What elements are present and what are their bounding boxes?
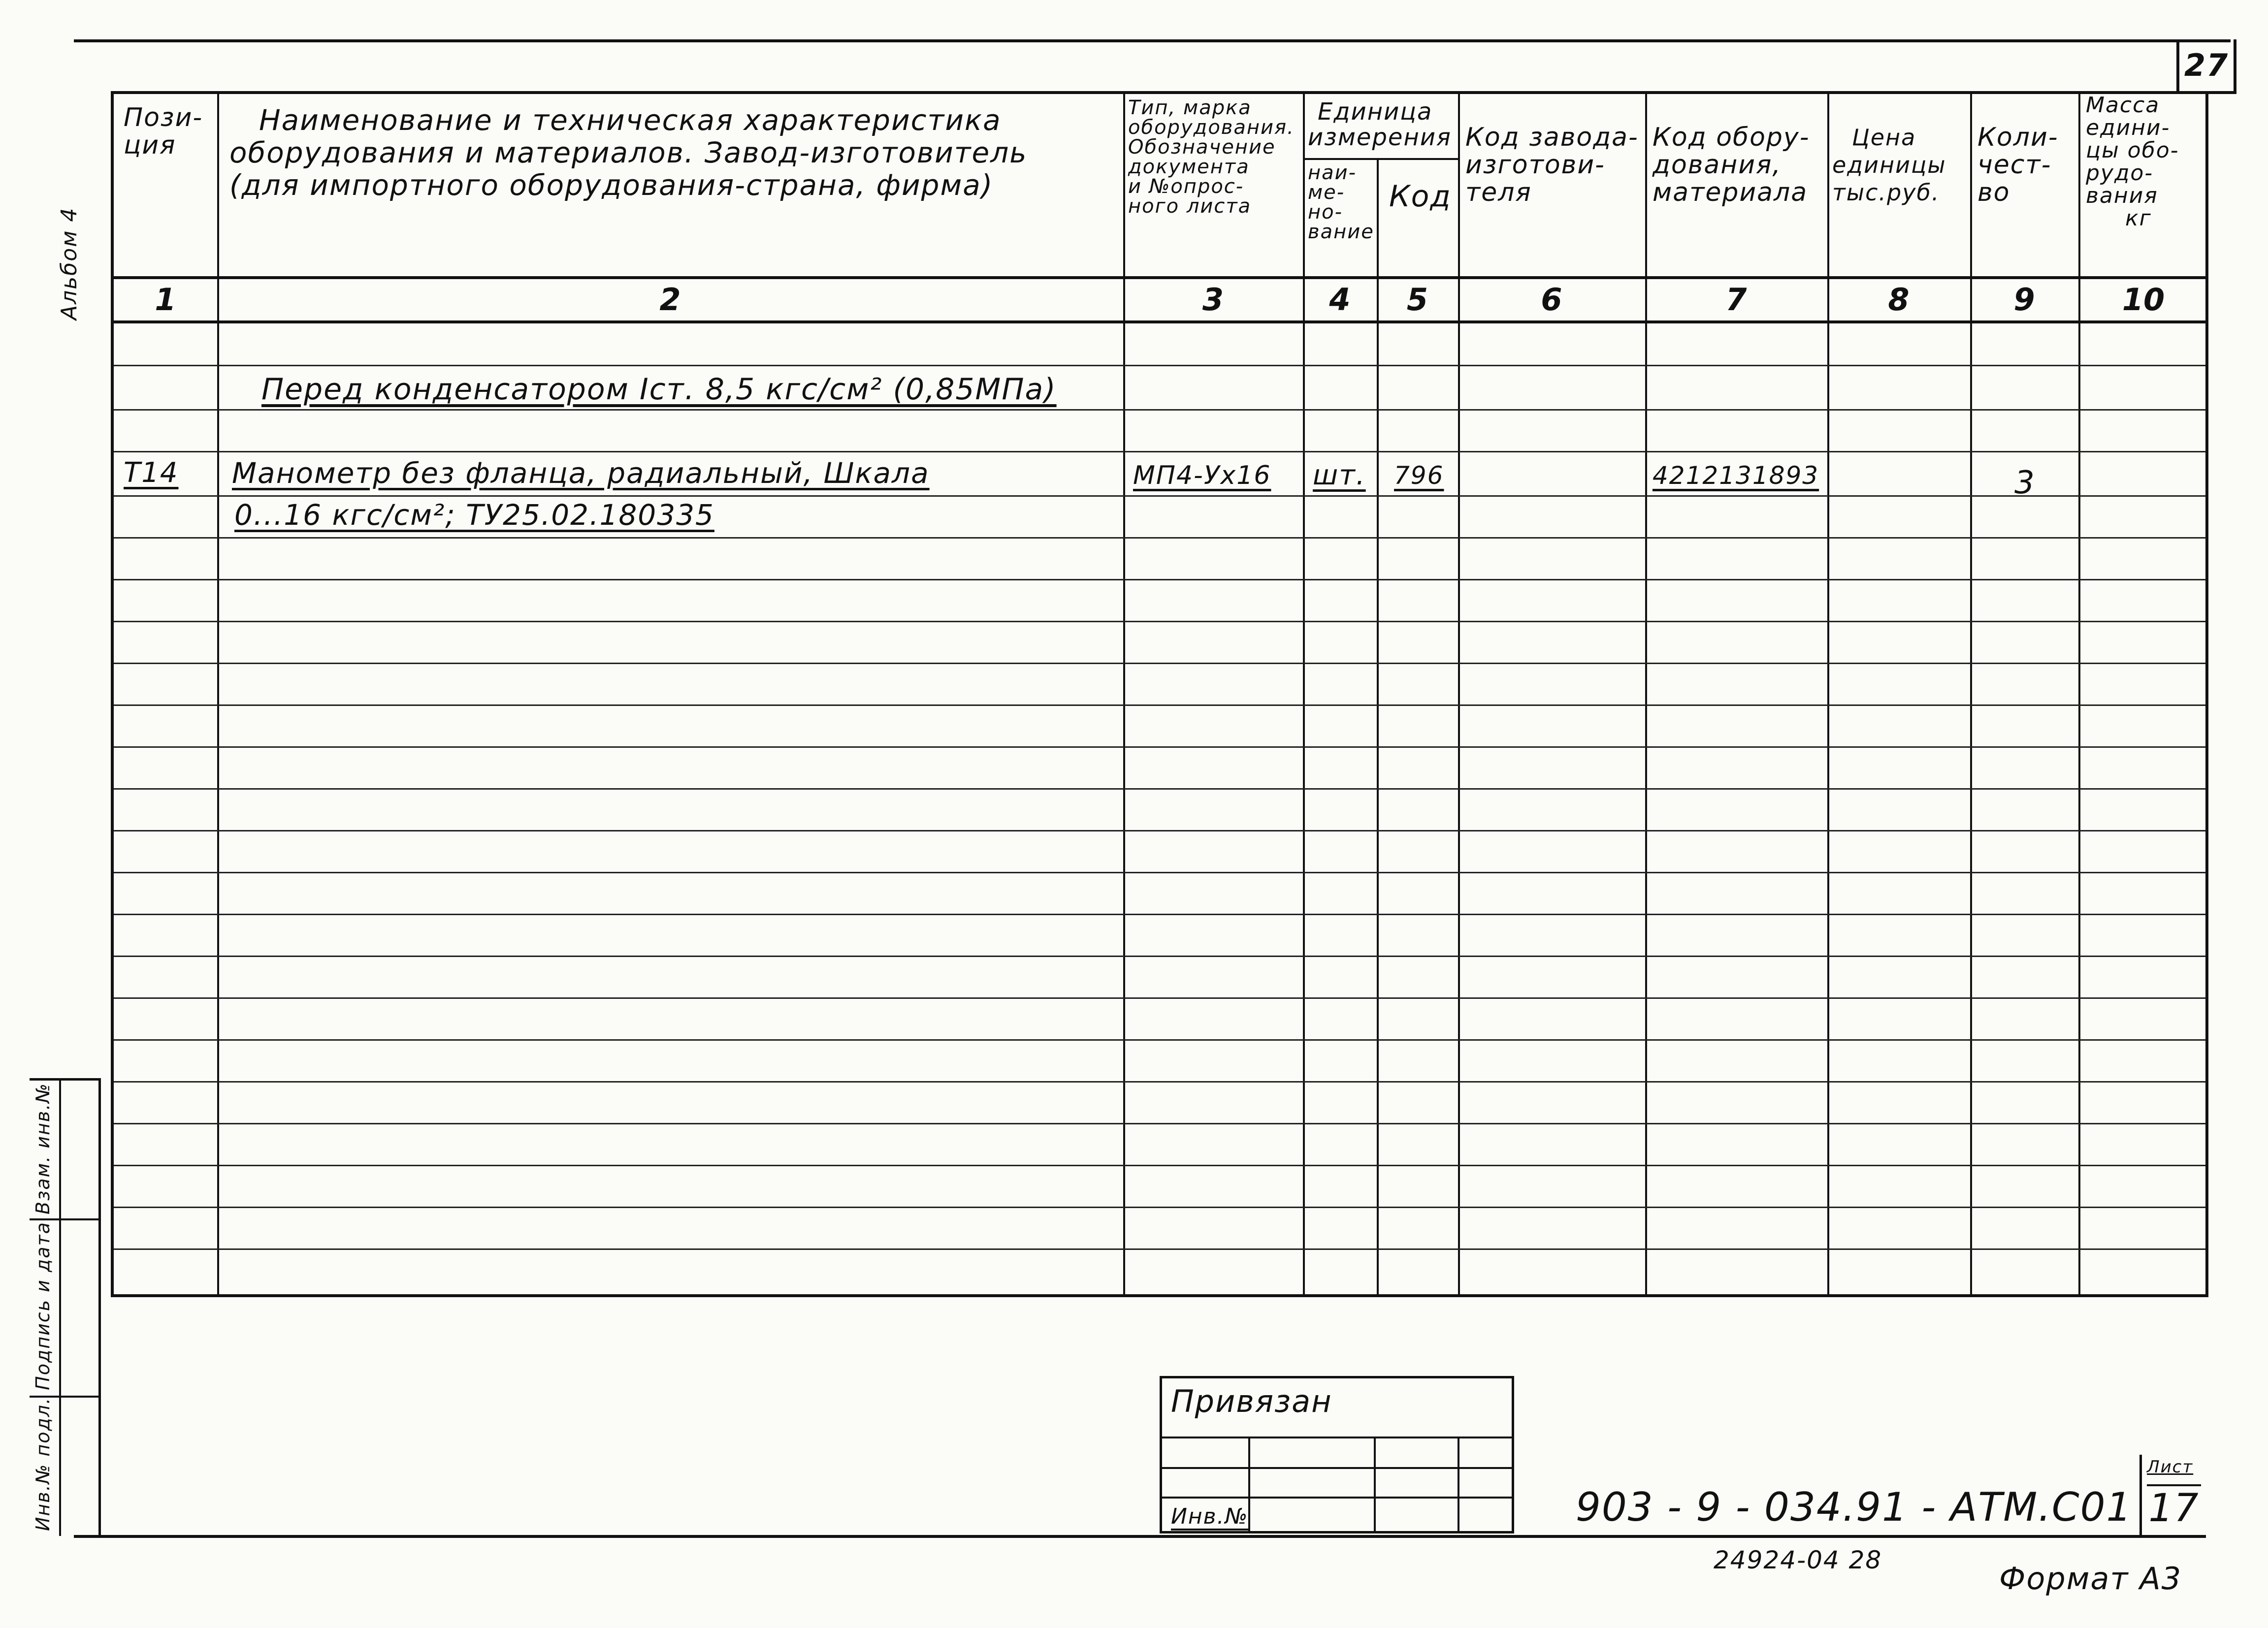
row-line (114, 704, 2205, 706)
margin-divider (59, 1081, 61, 1536)
row-line (114, 495, 2205, 497)
column-number: 10 (2122, 282, 2165, 318)
column-number: 6 (1541, 282, 1562, 318)
row-position: Т14 (124, 457, 179, 489)
top-border-line (74, 39, 2231, 42)
margin-album-label: Альбом 4 (57, 207, 82, 320)
col-divider (1123, 94, 1125, 1294)
column-number: 9 (2013, 282, 2035, 318)
specification-table (111, 91, 2208, 1297)
header-equipment-code: Код обору- дования, материала (1652, 123, 1810, 207)
row-equipment-code: 4212131893 (1652, 461, 1819, 490)
row-line (114, 1165, 2205, 1166)
header-unit-group: Единица измерения (1308, 98, 1452, 151)
column-number: 7 (1725, 282, 1747, 318)
row-unit-name: шт. (1313, 459, 1366, 491)
column-number: 5 (1406, 282, 1428, 318)
row-line (114, 1081, 2205, 1083)
row-line (114, 1248, 2205, 1250)
column-number: 3 (1202, 282, 1224, 318)
row-line (114, 451, 2205, 452)
stamp-line (1248, 1436, 1250, 1531)
column-number: 8 (1888, 282, 1910, 318)
header-mass: Масса едини- цы обо- рудо- вания кг (2086, 93, 2179, 231)
document-number: 903 - 9 - 034.91 - АТМ.С01 (1576, 1484, 2133, 1530)
header-name: Наименование и техническая характеристика оборудования и материалов. Завод-изготовитель (для импортного оборудования-страна, фирма) (229, 103, 1028, 202)
header-type-mark: Тип, марка оборудования. Обозначение документа и №опрос- ного листа (1128, 96, 1295, 218)
row-type-mark: МП4-Ух16 (1133, 461, 1271, 490)
column-number: 1 (155, 282, 176, 318)
stamp-title: Привязан (1171, 1383, 1332, 1419)
section-title: Перед конденсатором Iст. 8,5 кгс/см² (0,85МПа) (261, 372, 1057, 407)
row-unit-code: 796 (1394, 461, 1444, 490)
row-line (114, 872, 2205, 873)
row-line (114, 746, 2205, 748)
col-divider (217, 94, 219, 1294)
numbers-divider (114, 320, 2205, 323)
sheet-number: 17 (2147, 1484, 2201, 1531)
unit-group-divider (1303, 158, 1458, 160)
row-line (114, 830, 2205, 831)
header-unit-code: Код (1389, 179, 1452, 214)
header-price: Цена единицы тыс.руб. (1832, 124, 1946, 206)
row-line (114, 663, 2205, 664)
row-name-line2: 0...16 кгс/см²; ТУ25.02.180335 (234, 498, 714, 532)
col-divider (1827, 94, 1829, 1294)
row-line (114, 1207, 2205, 1208)
stamp-line (1374, 1436, 1376, 1531)
row-line (114, 409, 2205, 411)
col-divider (1458, 94, 1460, 1294)
col-divider (1303, 94, 1305, 1294)
column-number: 2 (659, 282, 681, 318)
header-unit-name: наи- ме- но- вание (1308, 161, 1374, 243)
sheet-label: Лист (2147, 1457, 2194, 1477)
row-name-line1: Манометр без фланца, радиальный, Шкала (232, 456, 930, 490)
col-divider (1645, 94, 1647, 1294)
row-line (114, 914, 2205, 915)
margin-approval-label: Инв.№ подл. Подпись и дата Взам. инв.№ (32, 1083, 54, 1531)
bottom-border-line (74, 1535, 2206, 1538)
row-line (114, 997, 2205, 999)
row-line (114, 1123, 2205, 1124)
column-number: 4 (1329, 282, 1351, 318)
header-position: Пози- ция (124, 103, 203, 160)
col-divider (2078, 94, 2080, 1294)
row-line (114, 365, 2205, 366)
sheet-box (2139, 1455, 2206, 1536)
header-quantity: Коли- чест- во (1977, 123, 2059, 207)
row-line (114, 956, 2205, 957)
page-number: 27 (2176, 39, 2236, 94)
row-line (114, 579, 2205, 580)
stamp-line (1458, 1436, 1459, 1531)
row-line (114, 537, 2205, 539)
binding-stamp (1160, 1376, 1514, 1533)
row-line (114, 1039, 2205, 1041)
row-quantity: 3 (2014, 465, 2036, 501)
stamp-inventory-label: Инв.№ (1171, 1504, 1249, 1529)
row-line (114, 621, 2205, 622)
archive-number: 24924-04 28 (1714, 1546, 1882, 1574)
row-line (114, 788, 2205, 790)
col-divider (1970, 94, 1972, 1294)
paper-format: Формат А3 (1999, 1561, 2182, 1596)
header-manufacturer-code: Код завода- изготови- теля (1465, 123, 1639, 207)
